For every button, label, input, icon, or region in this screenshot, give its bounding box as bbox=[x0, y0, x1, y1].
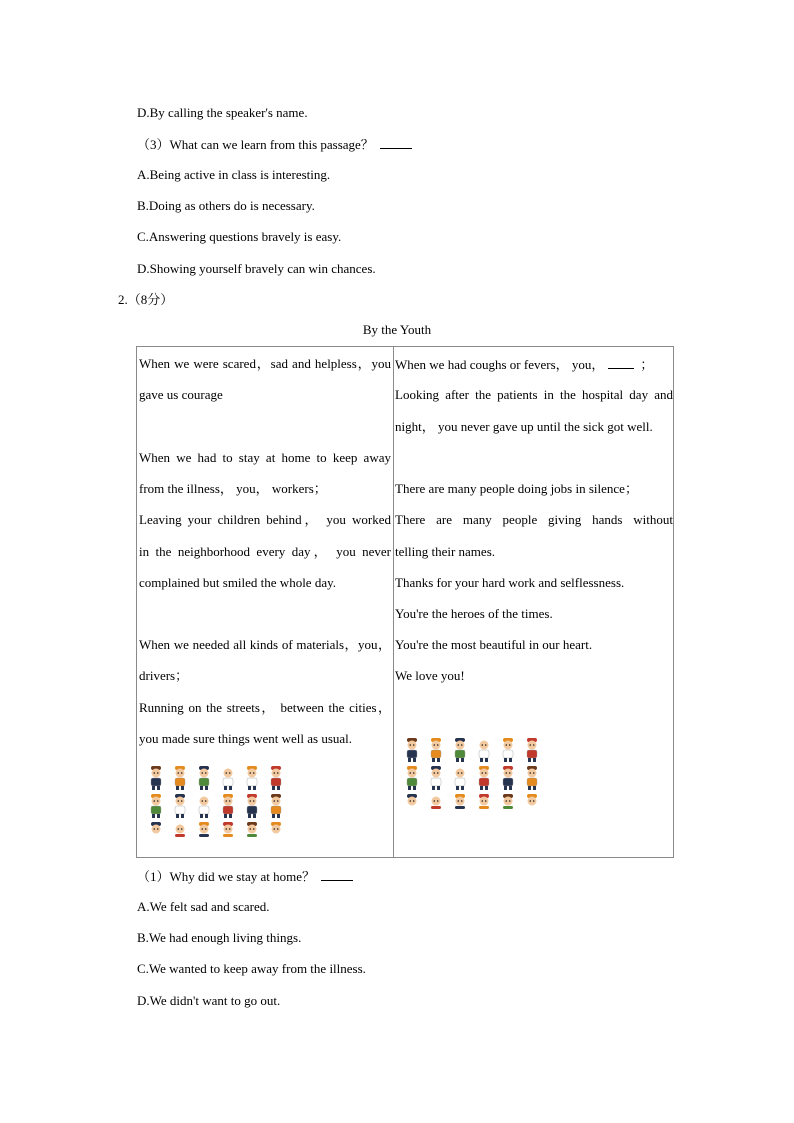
section2-header: 2.（8分） bbox=[118, 292, 174, 307]
q3-prompt-text: （3）What can we learn from this passage？ bbox=[137, 137, 374, 152]
q3-option-c: C.Answering questions bravely is easy. bbox=[137, 229, 342, 244]
q1-option-b: B.We had enough living things. bbox=[137, 930, 302, 945]
left-line-1: When we were scared，sad and helpless，you bbox=[139, 356, 391, 371]
q3-answer-blank[interactable] bbox=[380, 136, 412, 149]
person-figure-icon-right-7 bbox=[403, 765, 421, 791]
table-divider bbox=[393, 347, 394, 857]
person-figure-icon-left-17 bbox=[243, 821, 261, 847]
right-line-4: There are many people doing jobs in silence； bbox=[395, 481, 638, 496]
person-figure-icon-right-1 bbox=[403, 737, 421, 763]
q1-option-c: C.We wanted to keep away from the illness. bbox=[137, 961, 366, 976]
person-figure-icon-right-15 bbox=[451, 793, 469, 819]
right-line-1 bbox=[395, 356, 673, 373]
person-figure-icon-left-10 bbox=[219, 793, 237, 819]
person-figure-icon-left-15 bbox=[195, 821, 213, 847]
person-figure-icon-left-11 bbox=[243, 793, 261, 819]
people-illustration-right bbox=[403, 737, 553, 821]
left-line-7: complained but smiled the whole day. bbox=[139, 575, 336, 590]
person-figure-icon-right-4 bbox=[475, 737, 493, 763]
person-figure-icon-left-4 bbox=[219, 765, 237, 791]
right-line-10: We love you! bbox=[395, 668, 465, 683]
person-figure-icon-left-7 bbox=[147, 793, 165, 819]
person-figure-icon-right-14 bbox=[427, 793, 445, 819]
person-figure-icon-left-2 bbox=[171, 765, 189, 791]
q1-prompt-text: （1）Why did we stay at home？ bbox=[137, 869, 315, 884]
person-figure-icon-right-11 bbox=[499, 765, 517, 791]
right-line-8: You're the heroes of the times. bbox=[395, 606, 553, 621]
person-figure-icon-left-13 bbox=[147, 821, 165, 847]
right-line-5: There are many people giving hands without bbox=[395, 512, 673, 527]
poem-table bbox=[136, 346, 674, 858]
person-figure-icon-right-2 bbox=[427, 737, 445, 763]
q1-prompt bbox=[137, 868, 353, 885]
person-figure-icon-left-8 bbox=[171, 793, 189, 819]
person-figure-icon-left-5 bbox=[243, 765, 261, 791]
person-figure-icon-left-3 bbox=[195, 765, 213, 791]
person-figure-icon-right-9 bbox=[451, 765, 469, 791]
right-line-1-end: ； bbox=[640, 357, 654, 372]
person-figure-icon-left-16 bbox=[219, 821, 237, 847]
q1-answer-blank[interactable] bbox=[321, 868, 353, 881]
right-line-1-blank[interactable] bbox=[608, 356, 634, 369]
person-figure-icon-left-9 bbox=[195, 793, 213, 819]
left-line-11: you made sure things went well as usual. bbox=[139, 731, 353, 746]
q3-prompt bbox=[137, 136, 412, 153]
left-line-3: When we had to stay at home to keep away bbox=[139, 450, 391, 465]
left-line-4: from the illness， you， workers； bbox=[139, 481, 327, 496]
right-line-9: You're the most beautiful in our heart. bbox=[395, 637, 593, 652]
left-line-10: Running on the streets， between the cities， bbox=[139, 700, 391, 715]
person-figure-icon-right-18 bbox=[523, 793, 541, 819]
right-line-3: night， you never gave up until the sick got well. bbox=[395, 419, 653, 434]
person-figure-icon-right-6 bbox=[523, 737, 541, 763]
q1-option-d: D.We didn't want to go out. bbox=[137, 993, 281, 1008]
q3-option-a: A.Being active in class is interesting. bbox=[137, 167, 331, 182]
left-line-9: drivers； bbox=[139, 668, 189, 683]
person-figure-icon-left-12 bbox=[267, 793, 285, 819]
right-line-6: telling their names. bbox=[395, 544, 496, 559]
person-figure-icon-right-10 bbox=[475, 765, 493, 791]
person-figure-icon-left-14 bbox=[171, 821, 189, 847]
q-prev-option-d: D.By calling the speaker's name. bbox=[137, 105, 308, 120]
right-line-7: Thanks for your hard work and selflessness. bbox=[395, 575, 625, 590]
person-figure-icon-left-1 bbox=[147, 765, 165, 791]
left-line-2: gave us courage bbox=[139, 387, 223, 402]
person-figure-icon-right-16 bbox=[475, 793, 493, 819]
person-figure-icon-right-12 bbox=[523, 765, 541, 791]
q3-option-d: D.Showing yourself bravely can win chances. bbox=[137, 261, 376, 276]
person-figure-icon-right-17 bbox=[499, 793, 517, 819]
left-line-5: Leaving your children behind， you worked bbox=[139, 512, 391, 527]
left-line-8: When we needed all kinds of materials，you， bbox=[139, 637, 391, 652]
right-line-1-text: When we had coughs or fevers， you， bbox=[395, 357, 605, 372]
q1-option-a: A.We felt sad and scared. bbox=[137, 899, 270, 914]
poem-title: By the Youth bbox=[362, 322, 432, 337]
person-figure-icon-right-13 bbox=[403, 793, 421, 819]
people-illustration-left bbox=[147, 765, 297, 849]
person-figure-icon-right-5 bbox=[499, 737, 517, 763]
q3-option-b: B.Doing as others do is necessary. bbox=[137, 198, 315, 213]
person-figure-icon-right-8 bbox=[427, 765, 445, 791]
person-figure-icon-right-3 bbox=[451, 737, 469, 763]
left-line-6: in the neighborhood every day， you never bbox=[139, 544, 391, 559]
person-figure-icon-left-6 bbox=[267, 765, 285, 791]
right-line-2: Looking after the patients in the hospital day and bbox=[395, 387, 673, 402]
person-figure-icon-left-18 bbox=[267, 821, 285, 847]
